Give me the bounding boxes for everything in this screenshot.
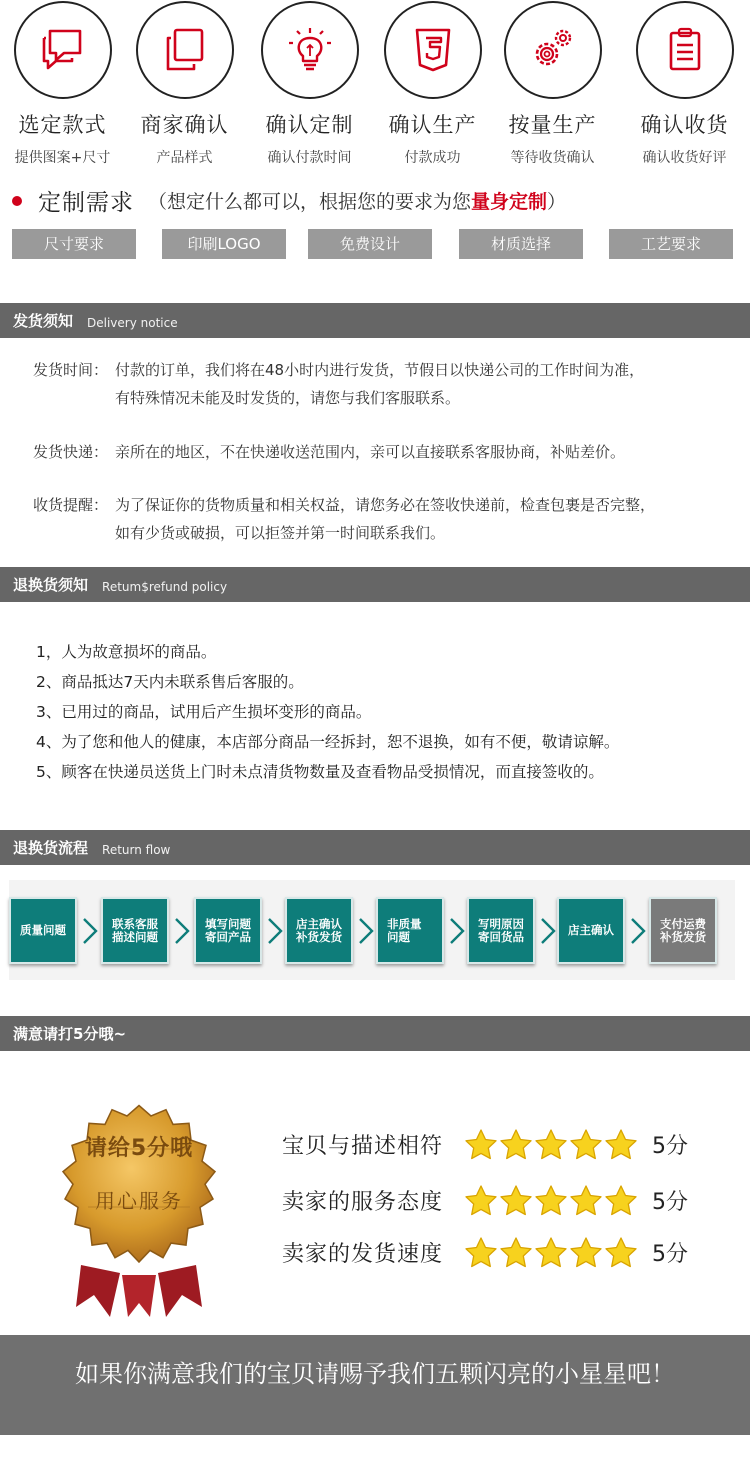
delivery-text: 如有少货或破损，可以拒签并第一时间联系我们。 (115, 524, 446, 542)
bullet-dot-icon (12, 196, 22, 206)
flow-step (194, 897, 262, 964)
section-title-en: Retum$refund policy (102, 579, 228, 594)
section-title-en: Return flow (102, 842, 171, 857)
step-merchant-confirm (122, 0, 247, 167)
rating-bar (0, 1016, 750, 1051)
chevron-right-icon (173, 917, 191, 945)
star-icon[interactable] (604, 1184, 638, 1216)
list-item: 2、商品抵达7天内未联系售后客服的。 (36, 673, 304, 691)
clipboard-icon (658, 23, 712, 77)
step-title: 商家确认 (140, 113, 229, 137)
chevron-right-icon (539, 917, 557, 945)
delivery-notice-bar (0, 303, 750, 338)
custom-requirement (0, 180, 750, 270)
flow-step (649, 897, 717, 964)
flow-step (376, 897, 444, 964)
flow-step-line: 店主确认 (568, 923, 614, 937)
step-confirm-custom (247, 0, 372, 167)
step-title: 确认收货 (640, 113, 729, 137)
custom-heading: 定制需求 (38, 190, 134, 216)
chevron-right-icon (81, 917, 99, 945)
return-flow-bar (0, 830, 750, 865)
step-subtitle: 等待收货确认 (510, 150, 595, 166)
step-circle (384, 1, 482, 99)
star-rating[interactable] (464, 1128, 644, 1160)
star-rating[interactable] (464, 1184, 644, 1216)
flow-step-line: 寄回产品 (205, 929, 251, 944)
chat-bubbles-icon (36, 23, 90, 77)
list-item: 5、顾客在快递员送货上门时未点清货物数量及查看物品受损情况，而直接签收的。 (36, 763, 604, 781)
delivery-text: 有特殊情况未能及时发货的，请您与我们客服联系。 (115, 389, 461, 407)
flow-step-line: 补货发货 (660, 929, 706, 944)
delivery-item-courier (33, 438, 705, 466)
flow-step-line: 问题 (387, 929, 410, 944)
step-title: 确认定制 (265, 113, 354, 137)
step-subtitle: 付款成功 (404, 150, 461, 166)
requirement-tags (0, 229, 750, 259)
flow-step (9, 897, 77, 964)
chevron-right-icon (357, 917, 375, 945)
star-icon[interactable] (464, 1128, 498, 1160)
star-icon[interactable] (534, 1236, 568, 1268)
delivery-text: 为了保证你的货物质量和相关权益，请您务必在签收快递前，检查包裹是否完整， (115, 496, 656, 514)
step-select-style (0, 0, 125, 167)
step-title: 按量生产 (508, 113, 597, 137)
star-icon[interactable] (534, 1128, 568, 1160)
star-icon[interactable] (569, 1128, 603, 1160)
flow-step-line: 质量问题 (20, 923, 66, 937)
rating-row-shipping (282, 1232, 688, 1272)
tag-size[interactable]: 尺寸要求 (12, 229, 136, 259)
section-title: 满意请打5分哦~ (13, 1025, 127, 1043)
flow-step (557, 897, 625, 964)
step-mass-production (490, 0, 615, 167)
section-title-en: Delivery notice (87, 315, 178, 330)
flow-step-line: 支付运费 (660, 916, 706, 931)
copy-pages-icon (158, 23, 212, 77)
medal-badge (36, 1085, 242, 1321)
step-subtitle: 确认付款时间 (267, 150, 352, 166)
rating-label: 卖家的服务态度 (282, 1189, 444, 1215)
chevron-right-icon (629, 917, 647, 945)
delivery-label: 发货时间： (33, 361, 109, 379)
rating-score: 5分 (652, 1241, 688, 1267)
process-steps (0, 0, 750, 170)
flow-step (285, 897, 353, 964)
custom-note-prefix: （想定什么都可以，根据您的要求为您 (148, 191, 472, 213)
flow-step-line: 非质量 (387, 916, 422, 931)
delivery-item-time (33, 356, 705, 412)
flow-step-line: 店主确认 (296, 916, 342, 931)
star-icon[interactable] (499, 1184, 533, 1216)
custom-note (148, 187, 566, 214)
rating-row-service (282, 1180, 688, 1220)
flow-step-line: 补货发货 (296, 929, 342, 944)
step-subtitle: 产品样式 (156, 150, 213, 166)
rating-label: 宝贝与描述相符 (282, 1133, 444, 1159)
step-circle (136, 1, 234, 99)
step-circle (14, 1, 112, 99)
footer-banner: 如果你满意我们的宝贝请赐予我们五颗闪亮的小星星吧！ (0, 1335, 750, 1435)
step-confirm-receipt (622, 0, 747, 167)
star-icon[interactable] (499, 1236, 533, 1268)
step-subtitle: 确认收货好评 (642, 150, 727, 166)
tag-print-logo[interactable]: 印刷LOGO (162, 229, 286, 259)
tag-free-design[interactable]: 免费设计 (308, 229, 432, 259)
list-item: 4、为了您和他人的健康，本店部分商品一经拆封，恕不退换，如有不便，敬请谅解。 (36, 733, 620, 751)
step-subtitle: 提供图案+尺寸 (14, 150, 111, 166)
html5-shield-icon (406, 23, 460, 77)
flow-step-line: 寄回货品 (478, 929, 524, 944)
custom-note-highlight: 量身定制 (471, 191, 548, 213)
delivery-text: 付款的订单，我们将在48小时内进行发货，节假日以快递公司的工作时间为准， (115, 361, 645, 379)
flow-step-line: 联系客服 (112, 916, 158, 931)
tag-craft[interactable]: 工艺要求 (609, 229, 733, 259)
flow-step-line: 填写问题 (205, 916, 251, 931)
tag-material[interactable]: 材质选择 (459, 229, 583, 259)
delivery-label: 发货快递： (33, 443, 109, 461)
step-circle (261, 1, 359, 99)
section-title: 发货须知 (13, 312, 74, 330)
rating-score: 5分 (652, 1133, 688, 1159)
medal-line-1: 请给5分哦 (84, 1136, 194, 1161)
step-circle (504, 1, 602, 99)
star-icon[interactable] (534, 1184, 568, 1216)
star-icon[interactable] (569, 1184, 603, 1216)
section-title: 退换货须知 (13, 576, 89, 594)
rating-label: 卖家的发货速度 (282, 1241, 444, 1267)
rating-row-description (282, 1124, 688, 1164)
custom-note-suffix: ） (547, 191, 567, 213)
star-icon[interactable] (604, 1128, 638, 1160)
step-title: 选定款式 (18, 113, 107, 137)
list-item: 1，人为故意损坏的商品。 (36, 643, 217, 661)
flow-step (101, 897, 169, 964)
return-flow (9, 880, 735, 980)
section-title: 退换货流程 (13, 839, 89, 857)
refund-policy-bar (0, 567, 750, 602)
star-icon[interactable] (464, 1236, 498, 1268)
star-icon[interactable] (604, 1236, 638, 1268)
delivery-item-reminder (33, 491, 705, 547)
chevron-right-icon (448, 917, 466, 945)
chevron-right-icon (266, 917, 284, 945)
star-icon[interactable] (464, 1184, 498, 1216)
star-icon[interactable] (499, 1128, 533, 1160)
step-confirm-production (370, 0, 495, 167)
rating-score: 5分 (652, 1189, 688, 1215)
refund-policy-list (36, 637, 619, 787)
delivery-text: 亲所在的地区，不在快递收送范围内，亲可以直接联系客服协商，补贴差价。 (115, 443, 626, 461)
star-icon[interactable] (569, 1236, 603, 1268)
flow-step (467, 897, 535, 964)
lightbulb-icon (283, 23, 337, 77)
star-rating[interactable] (464, 1236, 644, 1268)
flow-step-line: 描述问题 (112, 929, 158, 944)
delivery-label: 收货提醒： (33, 496, 109, 514)
list-item: 3、已用过的商品，试用后产生损坏变形的商品。 (36, 703, 372, 721)
medal-line-2: 用心服务 (95, 1189, 183, 1213)
step-circle (636, 1, 734, 99)
flow-step-line: 写明原因 (478, 916, 524, 931)
gears-icon (526, 23, 580, 77)
step-title: 确认生产 (388, 113, 477, 137)
